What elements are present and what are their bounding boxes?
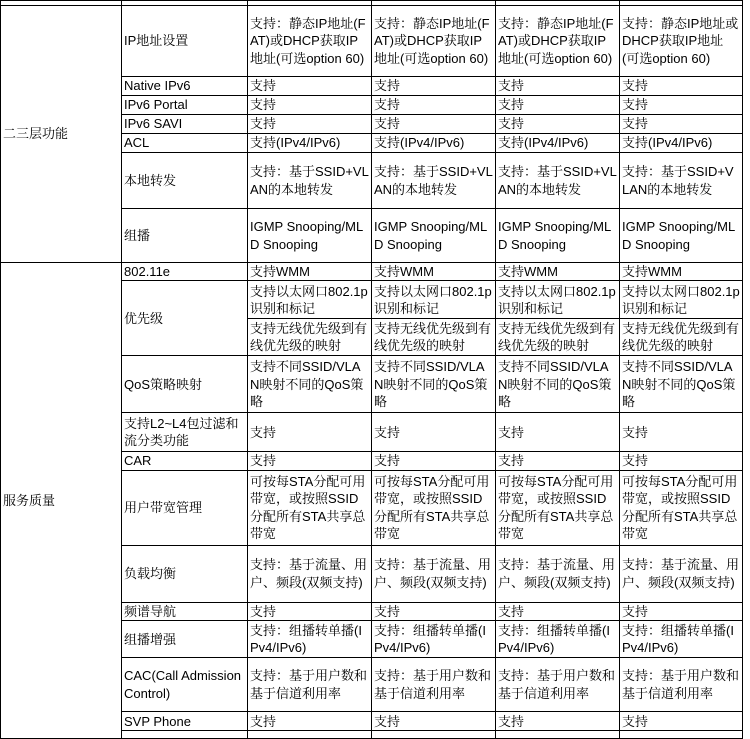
spec-cell: 支持 — [620, 77, 743, 96]
spec-cell: 支持 — [248, 602, 372, 620]
spec-cell: 支持：静态IP地址或DHCP获取IP地址(可选option 60) — [620, 6, 743, 77]
spec-cell: 支持 — [620, 96, 743, 115]
feature-name: CAC(Call Admission Control) — [122, 658, 248, 712]
spec-cell: 支持不同SSID/VLAN映射不同的QoS策略 — [620, 356, 743, 413]
spec-cell: 支持 — [372, 96, 496, 115]
spec-cell: 支持 — [248, 115, 372, 134]
spec-cell: 支持 — [620, 602, 743, 620]
cell — [372, 731, 496, 739]
spec-cell: 支持(IPv4/IPv6) — [496, 134, 620, 153]
spec-cell: 支持 — [372, 77, 496, 96]
spec-cell: 支持 — [248, 77, 372, 96]
feature-name: IPv6 Portal — [122, 96, 248, 115]
spec-cell: 支持 — [372, 413, 496, 452]
spec-cell: 支持：组播转单播(IPv4/IPv6) — [248, 621, 372, 658]
feature-name: 用户带宽管理 — [122, 470, 248, 545]
spec-cell: 支持(IPv4/IPv6) — [620, 134, 743, 153]
spec-cell: 支持 — [248, 452, 372, 470]
spec-cell: 支持无线优先级到有线优先级的映射 — [496, 319, 620, 356]
feature-name: 优先级 — [122, 281, 248, 356]
spec-cell: 支持 — [372, 712, 496, 731]
feature-name: 802.11e — [122, 263, 248, 281]
spec-cell: 支持：基于SSID+VLAN的本地转发 — [620, 153, 743, 209]
spec-cell: 支持以太网口802.1p识别和标记 — [620, 281, 743, 319]
spec-cell: 支持以太网口802.1p识别和标记 — [248, 281, 372, 319]
spec-cell: 支持WMM — [248, 263, 372, 281]
feature-name: QoS策略映射 — [122, 356, 248, 413]
group-label: 服务质量 — [1, 263, 122, 739]
spec-cell: 支持：静态IP地址(FAT)或DHCP获取IP地址(可选option 60) — [372, 6, 496, 77]
spec-cell: IGMP Snooping/MLD Snooping — [372, 209, 496, 263]
spec-cell: 支持 — [496, 77, 620, 96]
cell — [122, 731, 248, 739]
spec-cell: 支持 — [496, 115, 620, 134]
table-row — [1, 263, 743, 281]
spec-cell: 支持：基于流量、用户、频段(双频支持) — [496, 545, 620, 602]
spec-cell: 支持以太网口802.1p识别和标记 — [372, 281, 496, 319]
spec-cell: 可按每STA分配可用带宽，或按照SSID分配所有STA共享总带宽 — [372, 470, 496, 545]
spec-cell: 支持：基于用户数和基于信道利用率 — [248, 658, 372, 712]
spec-cell: 支持：组播转单播(IPv4/IPv6) — [620, 621, 743, 658]
group-label: 二三层功能 — [1, 6, 122, 263]
spec-cell: 支持：静态IP地址(FAT)或DHCP获取IP地址(可选option 60) — [248, 6, 372, 77]
spec-cell: 支持：基于用户数和基于信道利用率 — [496, 658, 620, 712]
cell — [496, 731, 620, 739]
spec-cell: 支持不同SSID/VLAN映射不同的QoS策略 — [248, 356, 372, 413]
spec-cell: 支持：基于流量、用户、频段(双频支持) — [248, 545, 372, 602]
spec-cell: 支持(IPv4/IPv6) — [372, 134, 496, 153]
spec-cell: 支持：基于SSID+VLAN的本地转发 — [496, 153, 620, 209]
spec-cell: 支持无线优先级到有线优先级的映射 — [620, 319, 743, 356]
spec-cell: 支持：组播转单播(IPv4/IPv6) — [496, 621, 620, 658]
spec-cell: 支持：静态IP地址(FAT)或DHCP获取IP地址(可选option 60) — [496, 6, 620, 77]
spec-cell: 支持 — [496, 452, 620, 470]
feature-name: 本地转发 — [122, 153, 248, 209]
feature-name: 组播 — [122, 209, 248, 263]
spec-cell: 支持：基于SSID+VLAN的本地转发 — [372, 153, 496, 209]
feature-name: SVP Phone — [122, 712, 248, 731]
spec-cell: 支持无线优先级到有线优先级的映射 — [248, 319, 372, 356]
spec-cell: IGMP Snooping/MLD Snooping — [248, 209, 372, 263]
spec-cell: 支持以太网口802.1p识别和标记 — [496, 281, 620, 319]
spec-cell: 支持：基于用户数和基于信道利用率 — [620, 658, 743, 712]
spec-cell: 支持：基于SSID+VLAN的本地转发 — [248, 153, 372, 209]
table-right-border — [742, 0, 743, 729]
spec-cell: 支持 — [248, 96, 372, 115]
spec-cell: 支持 — [372, 602, 496, 620]
spec-cell: 支持(IPv4/IPv6) — [248, 134, 372, 153]
spec-cell: 可按每STA分配可用带宽，或按照SSID分配所有STA共享总带宽 — [248, 470, 372, 545]
spec-cell: 支持：基于流量、用户、频段(双频支持) — [372, 545, 496, 602]
spec-cell: 支持 — [620, 452, 743, 470]
spec-cell: IGMP Snooping/MLD Snooping — [620, 209, 743, 263]
cell — [620, 731, 743, 739]
spec-cell: 支持 — [496, 712, 620, 731]
spec-cell: 支持无线优先级到有线优先级的映射 — [372, 319, 496, 356]
spec-cell: 支持不同SSID/VLAN映射不同的QoS策略 — [496, 356, 620, 413]
spec-cell: 支持：基于流量、用户、频段(双频支持) — [620, 545, 743, 602]
spec-cell: 支持WMM — [496, 263, 620, 281]
feature-name: CAR — [122, 452, 248, 470]
feature-name: ACL — [122, 134, 248, 153]
feature-name: IPv6 SAVI — [122, 115, 248, 134]
spec-cell: 支持不同SSID/VLAN映射不同的QoS策略 — [372, 356, 496, 413]
spec-cell: 支持 — [496, 96, 620, 115]
spec-cell: 支持 — [372, 115, 496, 134]
cell — [248, 731, 372, 739]
spec-cell: 支持WMM — [372, 263, 496, 281]
spec-cell: 支持 — [248, 413, 372, 452]
spec-cell: 支持 — [496, 413, 620, 452]
feature-name: 支持L2~L4包过滤和流分类功能 — [122, 413, 248, 452]
spec-cell: 可按每STA分配可用带宽，或按照SSID分配所有STA共享总带宽 — [496, 470, 620, 545]
spec-cell: 支持WMM — [620, 263, 743, 281]
spec-cell: 支持：组播转单播(IPv4/IPv6) — [372, 621, 496, 658]
spec-cell: 支持 — [496, 602, 620, 620]
spec-cell: 可按每STA分配可用带宽，或按照SSID分配所有STA共享总带宽 — [620, 470, 743, 545]
spec-cell: 支持 — [248, 712, 372, 731]
table-row — [1, 6, 743, 77]
feature-name: 负载均衡 — [122, 545, 248, 602]
spec-cell: 支持 — [620, 413, 743, 452]
feature-name: 频谱导航 — [122, 602, 248, 620]
spec-cell: 支持 — [620, 712, 743, 731]
feature-name: Native IPv6 — [122, 77, 248, 96]
spec-cell: 支持：基于用户数和基于信道利用率 — [372, 658, 496, 712]
spec-cell: 支持 — [372, 452, 496, 470]
spec-cell: IGMP Snooping/MLD Snooping — [496, 209, 620, 263]
feature-name: IP地址设置 — [122, 6, 248, 77]
spec-cell: 支持 — [620, 115, 743, 134]
feature-name: 组播增强 — [122, 621, 248, 658]
